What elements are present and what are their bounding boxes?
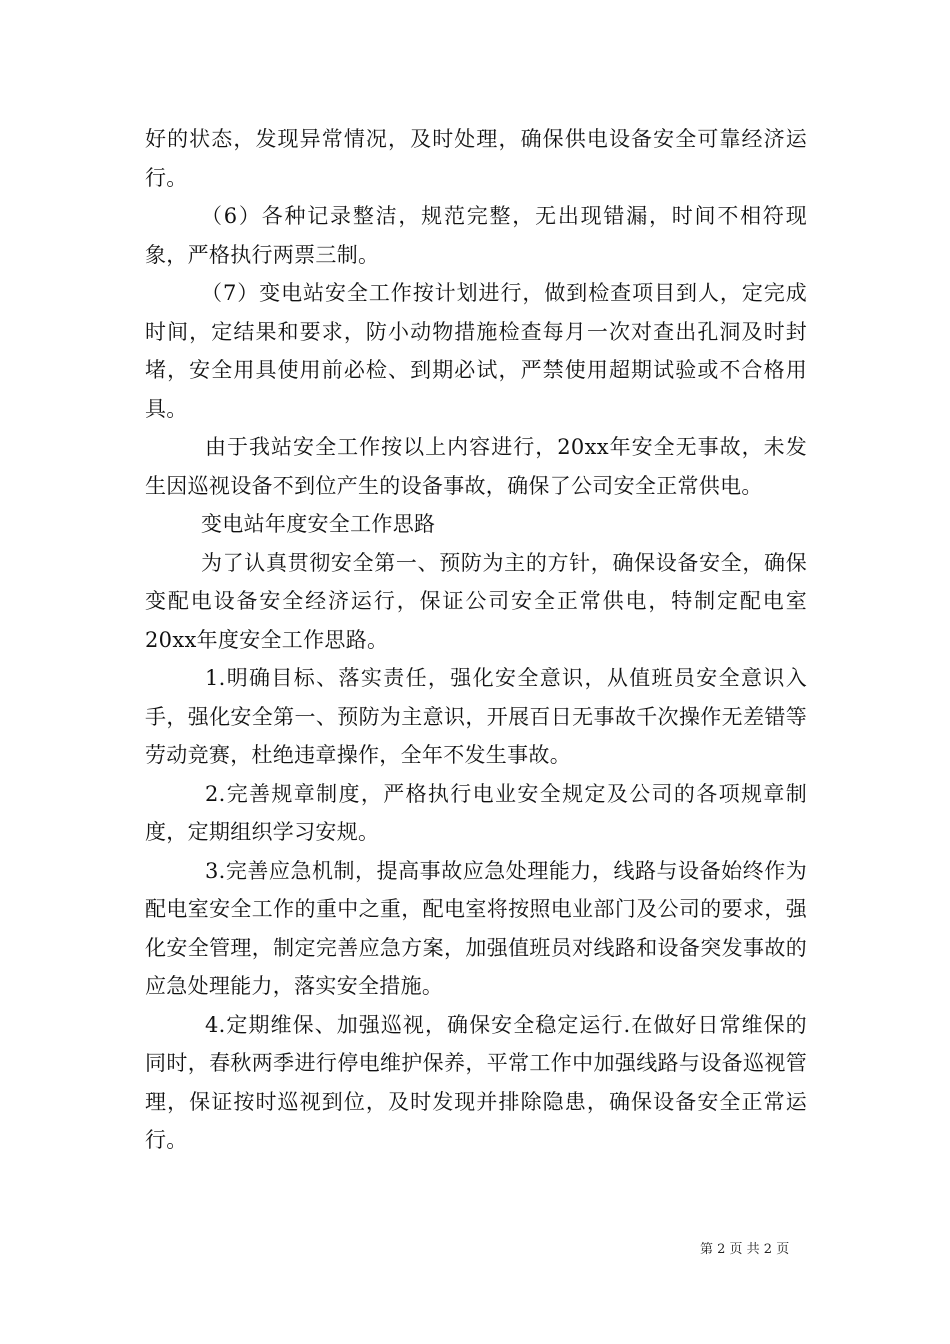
- paragraph-summary: 由于我站安全工作按以上内容进行，20xx年安全无事故，未发生因巡视设备不到位产生的设备事故，确保了公司安全正常供电。: [145, 435, 807, 498]
- paragraph-point-3: 3.完善应急机制，提高事故应急处理能力，线路与设备始终作为配电室安全工作的重中之重，配电室将按照电业部门及公司的要求，强化安全管理，制定完善应急方案，加强值班员对线路和设备突发事故的应急处理能力，落实安全措施。: [145, 858, 807, 998]
- section-heading: 变电站年度安全工作思路: [201, 512, 436, 536]
- paragraph-point-4: 4.定期维保、加强巡视，确保安全稳定运行.在做好日常维保的同时，春秋两季进行停电维护保养，平常工作中加强线路与设备巡视管理，保证按时巡视到位，及时发现并排除隐患，确保设备安全正常运行。: [145, 1012, 807, 1152]
- paragraph-point-1: 1.明确目标、落实责任，强化安全意识，从值班员安全意识入手，强化安全第一、预防为主意识，开展百日无事故千次操作无差错等劳动竞赛，杜绝违章操作，全年不发生事故。: [145, 666, 807, 767]
- paragraph-item-6: （6）各种记录整洁，规范完整，无出现错漏，时间不相符现象，严格执行两票三制。: [145, 204, 807, 267]
- document-body: [145, 120, 807, 1160]
- paragraph-point-2: 2.完善规章制度，严格执行电业安全规定及公司的各项规章制度，定期组织学习安规。: [145, 781, 807, 844]
- paragraph-continuation: 好的状态，发现异常情况，及时处理，确保供电设备安全可靠经济运行。: [145, 127, 807, 190]
- paragraph-item-7: （7）变电站安全工作按计划进行，做到检查项目到人，定完成时间，定结果和要求，防小动物措施检查每月一次对查出孔洞及时封堵，安全用具使用前必检、到期必试，严禁使用超期试验或不合格用具。: [145, 281, 807, 421]
- page-number-footer: 第 2 页 共 2 页: [700, 1242, 790, 1257]
- paragraph-intro: 为了认真贯彻安全第一、预防为主的方针，确保设备安全，确保变配电设备安全经济运行，保证公司安全正常供电，特制定配电室20xx年度安全工作思路。: [145, 550, 807, 652]
